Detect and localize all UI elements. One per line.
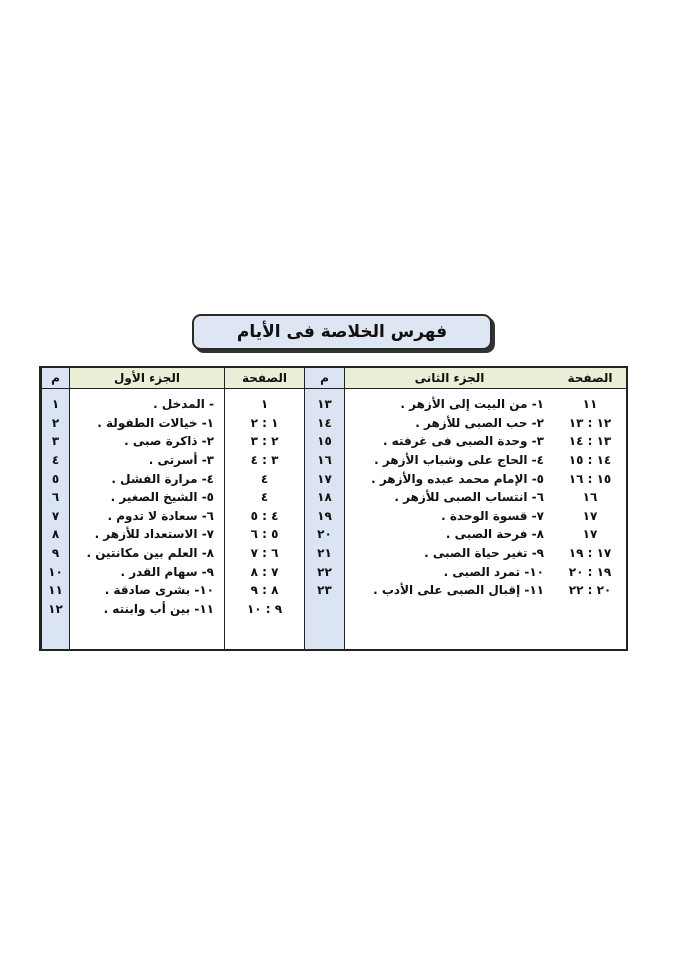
part2-title-header: الجزء الثانى [345,368,554,389]
part1-num-cell: ٨ [51,527,60,542]
part2-page-cell: ٢٠ : ٢٢ [568,583,612,598]
part1-title-header: الجزء الأول [70,368,224,389]
part1-num-cell: ٧ [51,508,60,523]
part2-page-cell: ١٧ : ١٩ [568,546,612,561]
part2-page-header: الصفحة [554,368,626,389]
part2-num-cell: ١٥ [317,434,332,449]
part1-title-cell: ٢- ذاكرة صبى . [124,434,214,449]
part1-page-cell: ١ [260,397,269,412]
part1-num-cell: ١ [51,397,60,412]
part2-page-cell: ١٧ [582,508,598,523]
part1-title-cell: ٥- الشيخ الصغير . [110,490,214,505]
part1-title-cell: ٦- سعادة لا تدوم . [107,508,214,523]
index-table [39,366,628,651]
part1-num-cell: ٦ [51,490,60,505]
part1-title-cell: ٣- أسرتى . [148,453,214,468]
part2-title-cell: ٢- حب الصبى للأزهر . [415,415,544,430]
part2-num-cells [305,389,344,600]
part2-title-cell: ١١- إقبال الصبى على الأدب . [373,583,544,598]
part2-title-cell: ٥- الإمام محمد عبده والأزهر . [371,471,544,486]
part1-num-cell: ٥ [51,471,60,486]
part1-page-header: الصفحة [225,368,304,389]
part1-page-cell: ٤ [260,490,269,505]
part1-title-cell: ١١- بين أب وابنته . [103,601,214,616]
part2-title-column [344,368,554,649]
part1-num-column [41,368,69,649]
part2-num-cell: ٢١ [317,546,332,561]
part2-title-cell: ٩- تغير حياة الصبى . [424,546,544,561]
part1-title-cell: ١٠- بشرى صادقة . [104,583,214,598]
part2-title-cell: ١٠- تمرد الصبى . [443,564,544,579]
part2-title-cell: ٨- فرحة الصبى . [445,527,544,542]
part1-num-cell: ١٠ [48,564,63,579]
part2-num-cell: ٢٠ [317,527,332,542]
part2-title-cell: ٣- وحدة الصبى فى غرفته . [382,434,544,449]
part2-num-cell: ٢٣ [317,583,332,598]
part1-page-cell: ٤ [260,471,269,486]
part2-num-cell: ١٩ [317,508,332,523]
part1-page-cell: ٧ : ٨ [250,564,279,579]
part2-page-column [554,368,626,649]
part2-page-cell: ١٢ : ١٣ [568,415,612,430]
part1-title-cell: ١- خيالات الطفولة . [97,415,214,430]
part2-page-cell: ١٣ : ١٤ [568,434,612,449]
part1-page-cell: ١ : ٢ [250,415,279,430]
part1-page-cell: ٤ : ٥ [250,508,279,523]
part1-page-cell: ٩ : ١٠ [246,601,283,616]
part1-title-column [69,368,224,649]
part2-num-cell: ١٦ [317,453,332,468]
part1-title-cell: ٨- العلم بين مكانتين . [86,546,214,561]
part1-num-header: م [42,368,69,389]
part1-num-cells [42,389,69,618]
part1-title-cell: ٩- سهام القدر . [120,564,214,579]
part1-page-cell: ٦ : ٧ [250,546,279,561]
part1-num-cell: ٤ [51,453,60,468]
part2-page-cell: ١٧ [582,527,598,542]
part2-page-cell: ١٩ : ٢٠ [568,564,612,579]
part1-page-cell: ٥ : ٦ [250,527,279,542]
part1-num-cell: ٣ [51,434,60,449]
part2-title-cells [345,389,554,600]
part2-num-cell: ١٣ [317,397,332,412]
part1-page-cell: ٣ : ٤ [250,453,279,468]
part2-page-cell: ١٤ : ١٥ [568,453,612,468]
part2-num-column [304,368,344,649]
part1-num-cell: ٩ [51,546,60,561]
part1-page-column [224,368,304,649]
part1-title-cell: ٤- مرارة الفشل . [111,471,214,486]
part1-num-cell: ١١ [48,583,63,598]
part2-num-cell: ١٧ [317,471,332,486]
part1-title-cell: ٧- الاستعداد للأزهر . [94,527,214,542]
part2-num-cell: ٢٢ [317,564,332,579]
part2-num-cell: ١٨ [317,490,332,505]
part2-title-cell: ٤- الحاج على وشباب الأزهر . [374,453,544,468]
part1-page-cells [225,389,304,618]
part2-title-cell: ٧- قسوة الوحدة . [441,508,544,523]
part2-page-cells [554,389,626,600]
part1-num-cell: ١٢ [48,601,63,616]
part2-title-cell: ١- من البيت إلى الأزهر . [400,397,544,412]
part2-num-header: م [305,368,344,389]
part1-num-cell: ٢ [51,415,60,430]
part1-page-cell: ٢ : ٣ [250,434,279,449]
part2-page-cell: ١١ [582,397,598,412]
part2-title-cell: ٦- انتساب الصبى للأزهر . [394,490,544,505]
index-title: فهرس الخلاصة فى الأيام [192,314,492,350]
part2-num-cell: ١٤ [317,415,332,430]
part1-page-cell: ٨ : ٩ [250,583,279,598]
part2-page-cell: ١٥ : ١٦ [568,471,612,486]
part1-title-cell: - المدخل . [153,397,214,412]
part1-title-cells [70,389,224,618]
part2-page-cell: ١٦ [582,490,598,505]
